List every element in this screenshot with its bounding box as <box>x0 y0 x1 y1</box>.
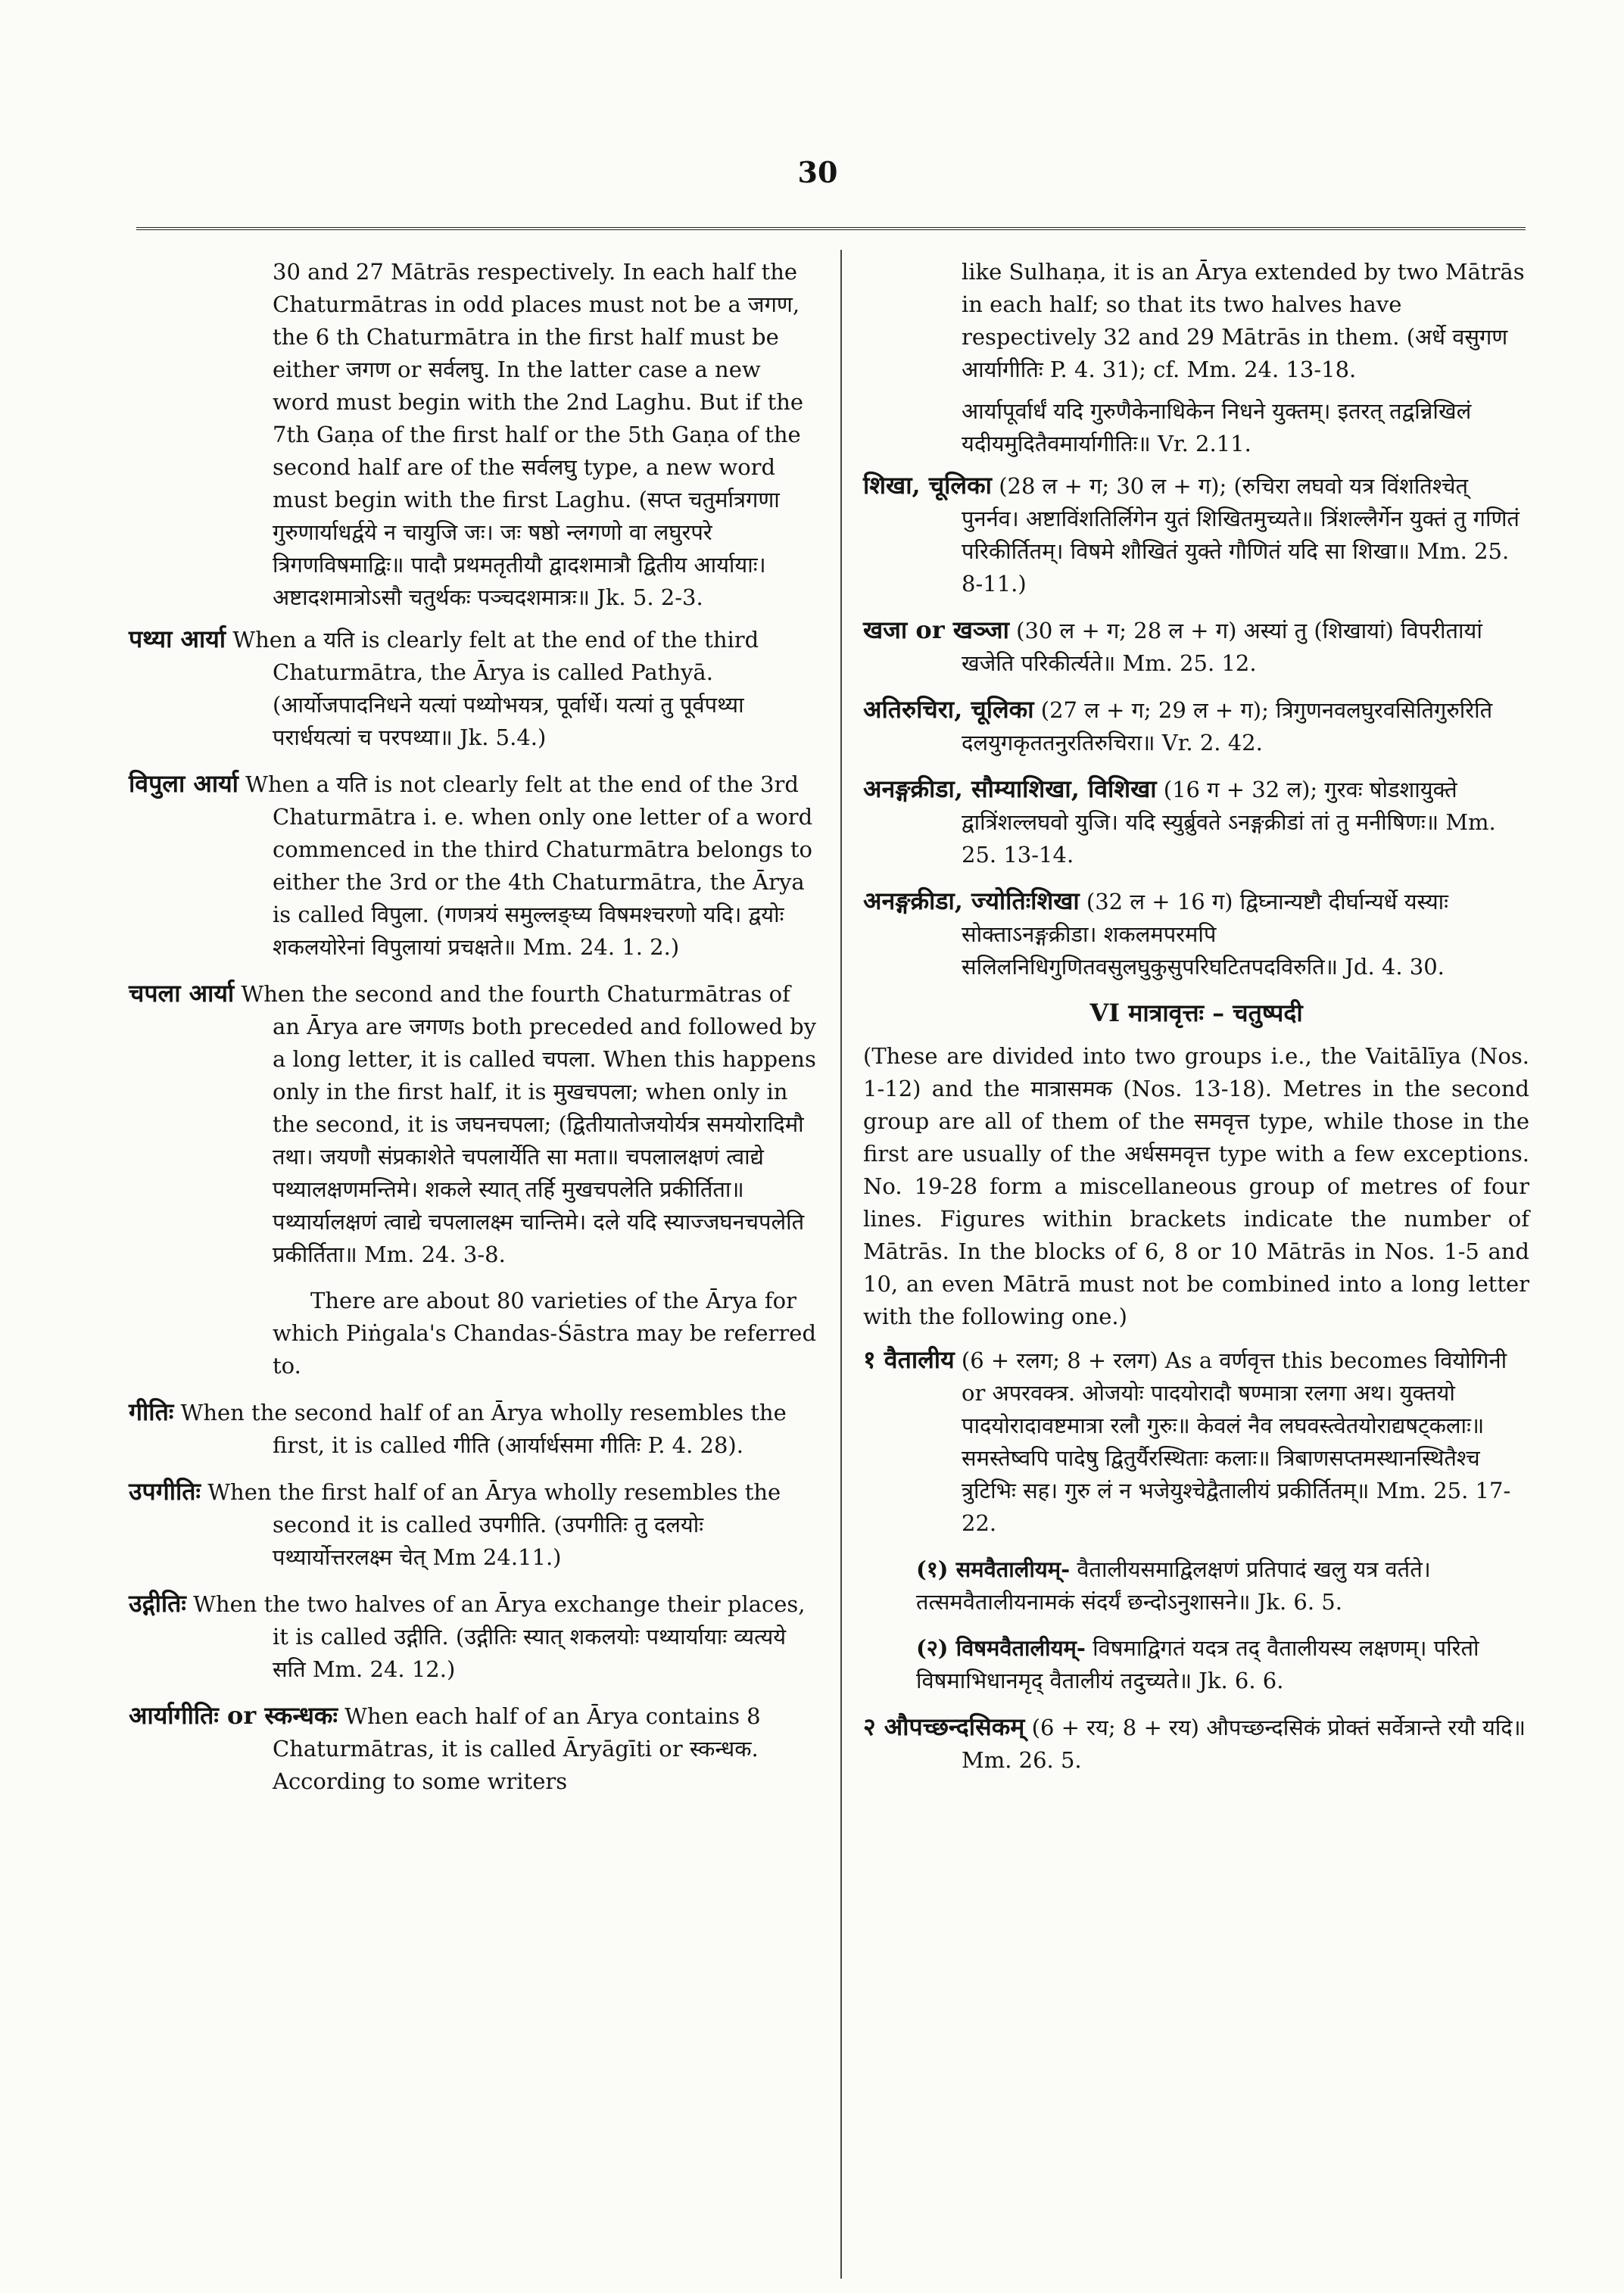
entry-vaitaliya <box>863 1344 1529 1540</box>
entry-head: अनङ्गक्रीडा, ज्योतिःशिखा <box>863 886 1080 915</box>
header-rule <box>136 227 1526 230</box>
entry-upagiti <box>129 1475 821 1574</box>
entry-anangakrida-2 <box>863 885 1529 983</box>
entry-body: (6 + रलग; 8 + रलग) As a वर्णवृत्त this becomes वियोगिनी or अपरवक्त्र. ओजयोः पादयोरादौ षण्मात्रा रलगा अथ। युक्तयो पादयोरादावष्टमात्रा रलौ गुरुः॥ केवलं नैव लघवस्त्वेतयोराद्यषट्कलाः॥ समस्तेष्वपि पादेषु द्वितुर्यैरस्थिताः कलाः॥ त्रिबाणसप्तमस्थानस्थितैश्च त्रुटिभिः सह। गुरु लं न भजेयुश्चेद्वैतालीयं प्रकीर्तितम्॥ Mm. 25. 17-22. <box>961 1347 1511 1536</box>
varieties-note: There are about 80 varieties of the Ārya for which Piṅgala's Chandas-Śāstra may be referred to. <box>273 1288 817 1379</box>
sub-label: (१) समवैतालीयम्- <box>916 1556 1071 1582</box>
sub-body: विषमाद्विगतं यदत्र तद् वैतालीयस्य लक्षणम्। परितो विषमाभिधानमृद् वैतालीयं तदुच्यते॥ Jk. 6. 6. <box>916 1635 1479 1693</box>
entry-pathya-arya <box>129 623 821 754</box>
section-title: VI मात्रावृत्तः – चतुष्पदी <box>1089 999 1303 1027</box>
entry-body: (16 ग + 32 ल); गुरवः षोडशायुक्ते द्वात्रिंशल्लघवो युजि। यदि स्युर्ब्रुवते ऽनङ्गक्रीडां तां तु मनीषिणः॥ Mm. 25. 13-14. <box>962 777 1496 868</box>
entry-head: शिखा, चूलिका <box>863 471 992 500</box>
entry-body: When the two halves of an Ārya exchange their places, it is called उद्गीति. (उद्गीतिः स्यात् शकलयोः पथ्यार्यायाः व्यत्यये सति Mm. 24. 12.) <box>193 1591 806 1682</box>
entry-head: अनङ्गक्रीडा, सौम्याशिखा, विशिखा <box>863 774 1157 803</box>
entry-head: विपुला आर्या <box>129 769 238 798</box>
entry-aryagiti <box>129 1699 821 1798</box>
entry-body: When a यति is clearly felt at the end of the third Chaturmātra, the Ārya is called Pathyā. (आर्योजपादनिधने यत्यां पथ्योभयत्र, पूर्वार्धे। यत्यां तु पूर्वपथ्या परार्धयत्यां च परपथ्या॥ Jk. 5.4.) <box>232 627 759 750</box>
entry-chapala-arya <box>129 977 821 1271</box>
entry-body: When the second half of an Ārya wholly resembles the first, it is called गीति (आर्यार्धसमा गीतिः P. 4. 28). <box>180 1400 787 1458</box>
entry-body: (28 ल + ग; 30 ल + ग); (रुचिरा लघवो यत्र विंशतिश्चेत् पुनर्नव। अष्टाविंशतिर्लिगेन युतं शिखितमुच्यते॥ त्रिंशल्लैर्गेन युक्तं तु गणितं परिकीर्तितम्। विषमे शौखितं युक्ते गौणितं यदि सा शिखा॥ Mm. 25. 8-11.) <box>962 473 1520 597</box>
entry-head: आर्यागीतिः or स्कन्धकः <box>129 1701 338 1730</box>
entry-head: गीतिः <box>129 1397 174 1426</box>
entry-head: २ औपच्छन्दसिकम् <box>863 1712 1025 1741</box>
entry-head: उद्गीतिः <box>129 1589 186 1618</box>
entry-vipula-arya <box>129 768 821 964</box>
entry-head: खजा or खञ्जा <box>863 615 1009 644</box>
entry-anangakrida-1 <box>863 773 1529 871</box>
sub-body: वैतालीयसमाद्विलक्षणं प्रतिपादं खलु यत्र वर्तते। तत्समवैतालीयनामकं संदर्यं छन्दोऽनुशासने॥ Jk. 6. 5. <box>916 1556 1431 1615</box>
entry-vishamavaitaliya <box>863 1632 1529 1697</box>
right-column <box>863 256 1529 1790</box>
column-divider <box>840 250 842 2279</box>
entry-samavaitaliya <box>863 1553 1529 1618</box>
right-continuation-quote: आर्यापूर्वार्धं यदि गुरुणैकेनाधिकेन निधने युक्तम्। इतरत् तद्वन्निखिलं यदीयमुदितैवमार्यागीतिः॥ Vr. 2.11. <box>962 398 1472 456</box>
entry-head: पथ्या आर्या <box>129 625 226 653</box>
entry-udgiti <box>129 1587 821 1686</box>
entry-body: (32 ल + 16 ग) द्विघ्नान्यष्टौ दीर्घान्यर्धे यस्याः सोक्ताऽनङ्गक्रीडा। शकलमपरमपि सलिलनिधिगुणितवसुलघुकुसुपरिघटितपदविरुति॥ Jd. 4. 30. <box>962 889 1449 980</box>
entry-body: When the first half of an Ārya wholly resembles the second it is called उपगीति. (उपगीतिः तु दलयोः पथ्यार्योत्तरलक्ष्म चेत् Mm 24.11.) <box>207 1479 781 1570</box>
entry-body: When a यति is not clearly felt at the end of the 3rd Chaturmātra i. e. when only one letter of a word commenced in the third Chaturmātra belongs to either the 3rd or the 4th Chaturmātra, the Ārya is called विपुला. (गणत्रयं समुल्लङ्घ्य विषमश्चरणो यदि। द्वयोः शकलयोरेनां विपुलायां प्रचक्षते॥ Mm. 24. 1. 2.) <box>245 771 813 960</box>
page-number: 30 <box>797 155 838 189</box>
entry-body: When the second and the fourth Chaturmātras of an Ārya are जगणs both preceded and followed by a long letter, it is called चपला. When this happens only in the first half, it is मुखचपला; when only in the second, it is जघनचपला; (द्वितीयातोजयोर्यत्र समयोरादिमौ तथा। जयणौ संप्रकाशेते चपलार्येति सा मता॥ चपलालक्षणं त्वाद्ये पथ्यालक्षणमन्तिमे। शकले स्यात् तर्हि मुखचपलेति प्रकीर्तिता॥ पथ्यार्यालक्षणं त्वाद्ये चपलालक्ष्म चान्तिमे। दले यदि स्याज्जघनचपलेति प्रकीर्तिता॥ Mm. 24. 3-8. <box>241 981 817 1267</box>
entry-atiruchira <box>863 693 1529 759</box>
left-continuation: 30 and 27 Mātrās respectively. In each half the Chaturmātras in odd places must not be a जगण, the 6 th Chaturmātra in the first half must be either जगण or सर्वलघु. In the latter case a new word must begin with the 2nd Laghu. But if the 7th Gaṇa of the first half or the 5th Gaṇa of the second half are of the सर्वलघु type, a new word must begin with the first Laghu. (सप्त चतुर्मात्रगणा गुरुणार्याधर्द्वये न चायुजि जः। जः षष्ठो न्लगणो वा लघुरपरे त्रिगणविषमाद्विः॥ पादौ प्रथमतृतीयौ द्वादशमात्रौ द्वितीय आर्यायाः। अष्टादशमात्रोऽसौ चतुर्थकः पञ्चदशमात्रः॥ Jk. 5. 2-3. <box>273 259 804 610</box>
entry-body: (6 + रय; 8 + रय) औपच्छन्दसिकं प्रोक्तं सर्वेत्रान्ते रयौ यदि॥ Mm. 26. 5. <box>962 1715 1526 1773</box>
entry-shikha <box>863 469 1529 600</box>
entry-body: (27 ल + ग; 29 ल + ग); त्रिगुणनवलघुरवसितिगुरुरिति दलयुगकृततनुरतिरुचिरा॥ Vr. 2. 42. <box>962 697 1493 756</box>
entry-giti <box>129 1396 821 1462</box>
entry-head: अतिरुचिरा, चूलिका <box>863 695 1034 724</box>
entry-khaja <box>863 614 1529 680</box>
entry-head: १ वैतालीय <box>863 1345 955 1374</box>
sub-label: (२) विषमवैतालीयम्- <box>916 1635 1086 1661</box>
left-column <box>129 256 821 1812</box>
right-continuation: like Sulhaṇa, it is an Ārya extended by two Mātrās in each half; so that its two halves have respectively 32 and 29 Mātrās in them. (अर्धे वसुगण आर्यागीतिः P. 4. 31); cf. Mm. 24. 13-18. <box>962 259 1525 382</box>
entry-body: (30 ल + ग; 28 ल + ग) अस्यां तु (शिखायां) विपरीतायां खजेति परिकीर्त्यते॥ Mm. 25. 12. <box>962 618 1482 676</box>
entry-head: उपगीतिः <box>129 1477 201 1506</box>
entry-aupachchhandasika <box>863 1711 1529 1777</box>
section-note: (These are divided into two groups i.e., the Vaitālīya (Nos. 1-12) and the मात्रासमक (Nos. 13-18). Metres in the second group are all of them of the समवृत्त type, while those in the first are usually of the अर्धसमवृत्त type with a few exceptions. No. 19-28 form a miscellaneous group of metres of four lines. Figures within brackets indicate the number of Mātrās. In the blocks of 6, 8 or 10 Mātrās in Nos. 1-5 and 10, an even Mātrā must not be combined into a long letter with the following one.) <box>863 1043 1529 1329</box>
entry-head: चपला आर्या <box>129 979 235 1008</box>
entry-body: When each half of an Ārya contains 8 Chaturmātras, it is called Āryāgīti or स्कन्धक. According to some writers <box>273 1703 761 1794</box>
